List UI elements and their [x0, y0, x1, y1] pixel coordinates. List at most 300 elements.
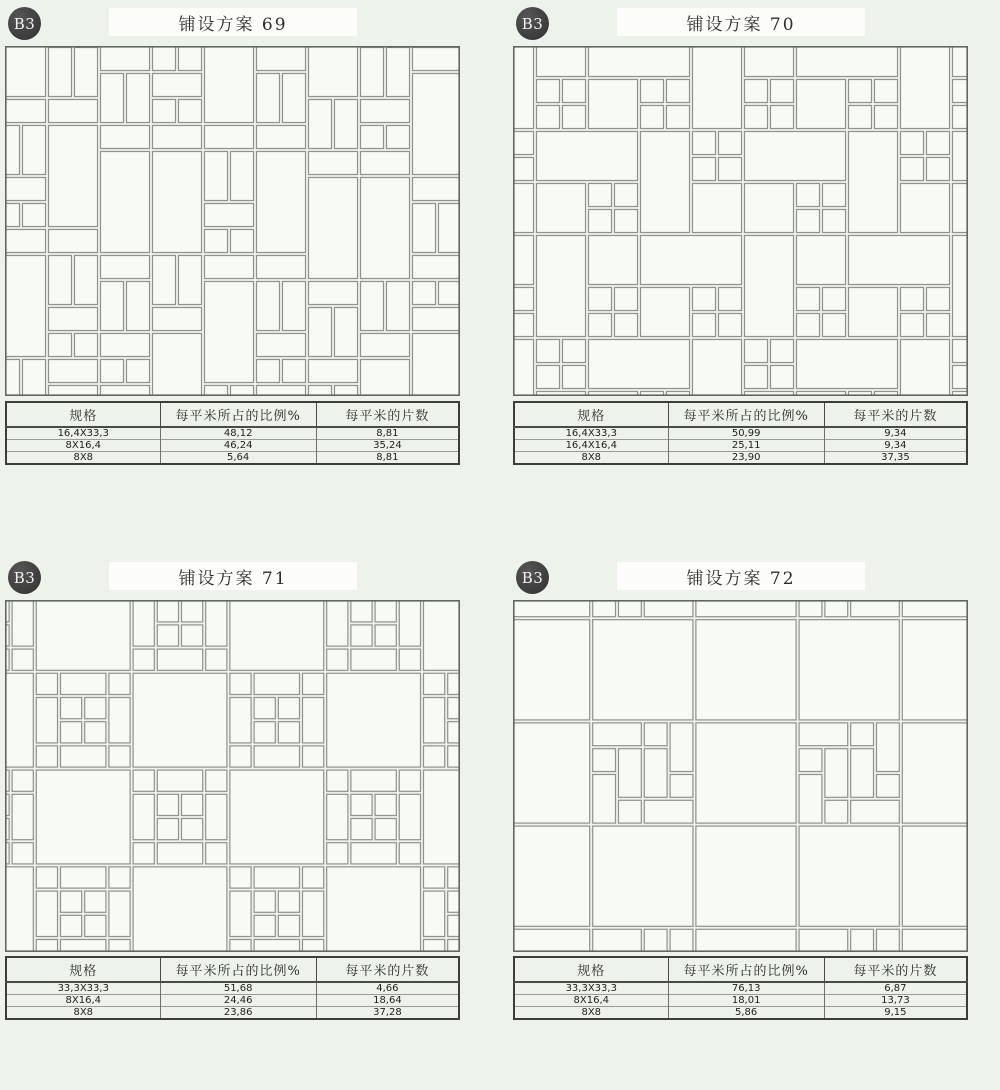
tile [693, 132, 716, 155]
tile [254, 891, 275, 912]
spec-row [514, 427, 967, 440]
spec-row [514, 995, 967, 1007]
tile [693, 288, 716, 311]
tile [413, 334, 461, 397]
spec-row [514, 452, 967, 465]
tile [901, 288, 924, 311]
tile [513, 158, 534, 181]
tile [327, 794, 348, 839]
tile [101, 74, 124, 123]
spec-cell: 5,86 [668, 1007, 824, 1020]
tile [825, 749, 848, 798]
tile [5, 100, 46, 123]
spec-cell: 5,64 [160, 452, 316, 465]
tile [399, 770, 420, 791]
spec-cell: 48,12 [160, 427, 316, 440]
tile [133, 649, 154, 670]
tile [254, 867, 299, 888]
tile [36, 891, 57, 936]
tile [278, 915, 299, 936]
tile [799, 723, 848, 746]
tile [61, 940, 106, 953]
tile [537, 184, 586, 233]
tile [745, 80, 768, 103]
spec-row [514, 1007, 967, 1020]
tile [309, 46, 358, 97]
tile-pattern-diagram [5, 600, 460, 952]
tile [696, 929, 796, 952]
tile [127, 282, 150, 331]
tile [5, 126, 20, 175]
tile [157, 819, 178, 840]
tile [771, 366, 794, 389]
tile [61, 867, 106, 888]
tile [745, 236, 794, 337]
tile [85, 722, 106, 743]
spec-cell: 8X8 [514, 1007, 668, 1020]
tile-pattern-diagram [513, 600, 968, 952]
spec-cell: 33,3X33,3 [514, 982, 668, 995]
tile [589, 288, 612, 311]
tile [953, 106, 969, 129]
tile [49, 126, 98, 227]
tile [133, 601, 154, 646]
spec-header-cell: 每平米的片数 [824, 957, 967, 982]
tile [823, 210, 846, 233]
tile [127, 74, 150, 123]
scheme-panel-69 [5, 0, 460, 545]
tile [953, 184, 969, 233]
tile [133, 867, 227, 952]
spec-row [6, 1007, 459, 1020]
tile [206, 843, 227, 864]
tile [157, 625, 178, 646]
tile [589, 210, 612, 233]
tile [693, 340, 742, 397]
tile [351, 843, 396, 864]
tile [719, 158, 742, 181]
tile [593, 929, 642, 952]
tile [5, 673, 33, 767]
tile [283, 282, 306, 331]
spec-cell: 16,4X33,3 [6, 427, 160, 440]
tile [589, 80, 638, 129]
b3-badge: B3 [516, 561, 549, 594]
tile [537, 46, 586, 77]
tile [206, 770, 227, 791]
tile [36, 867, 57, 888]
title-banner [617, 562, 865, 590]
tile [375, 601, 396, 622]
tile [513, 236, 534, 285]
tile [257, 334, 306, 357]
tile [109, 673, 130, 694]
tile [5, 867, 33, 952]
tile [513, 929, 590, 952]
tile [875, 106, 898, 129]
tile [424, 698, 445, 743]
tile-pattern-diagram [513, 46, 968, 396]
tile [133, 673, 227, 767]
tile [641, 80, 664, 103]
spec-cell: 8X16,4 [6, 995, 160, 1007]
tile [12, 770, 33, 791]
tile [424, 746, 445, 767]
tile [303, 698, 324, 743]
spec-header-row [6, 957, 459, 982]
tile [254, 722, 275, 743]
tile [5, 256, 46, 357]
tile [257, 256, 306, 279]
tile [825, 600, 848, 617]
tile [205, 230, 228, 253]
tile [101, 334, 150, 357]
tile [303, 746, 324, 767]
tile [153, 126, 202, 149]
tile [231, 152, 254, 201]
tile [902, 723, 968, 823]
tile [927, 158, 950, 181]
tile [36, 698, 57, 743]
tile [109, 891, 130, 936]
tile [902, 600, 968, 617]
tile [615, 314, 638, 337]
tile [619, 800, 642, 823]
tile [771, 340, 794, 363]
spec-cell: 23,90 [668, 452, 824, 465]
tile [153, 74, 202, 97]
spec-cell: 8,81 [316, 452, 459, 465]
tile [230, 940, 251, 953]
spec-cell: 16,4X16,4 [514, 440, 668, 452]
tile [823, 314, 846, 337]
tile [797, 236, 846, 285]
tile [851, 600, 900, 617]
scheme-panel-72 [513, 554, 968, 1090]
tile [902, 620, 968, 720]
tile [12, 649, 33, 670]
tile [230, 698, 251, 743]
tile [399, 843, 420, 864]
tile [927, 288, 950, 311]
tile [375, 794, 396, 815]
tile [361, 178, 410, 279]
spec-header-cell: 每平米的片数 [316, 402, 459, 427]
tile [157, 601, 178, 622]
tile [309, 152, 358, 175]
tile [351, 601, 372, 622]
spec-header-row [514, 957, 967, 982]
tile [641, 288, 690, 337]
tile [254, 673, 299, 694]
spec-cell: 37,28 [316, 1007, 459, 1020]
spec-row [6, 995, 459, 1007]
tile [823, 288, 846, 311]
tile [825, 800, 848, 823]
tile [849, 236, 950, 285]
tile [439, 204, 461, 253]
tile [513, 46, 534, 129]
tile [513, 314, 534, 337]
tile [745, 46, 794, 77]
tile [157, 649, 202, 670]
tile [593, 620, 693, 720]
tile [205, 152, 228, 201]
tile [644, 929, 667, 952]
tile [875, 80, 898, 103]
spec-cell: 23,86 [160, 1007, 316, 1020]
tile [745, 366, 768, 389]
tile [254, 698, 275, 719]
tile [101, 360, 124, 383]
tile [109, 698, 130, 743]
tile [85, 698, 106, 719]
tile [36, 770, 130, 864]
tile [448, 746, 460, 767]
tile [563, 366, 586, 389]
tile [953, 236, 969, 337]
tile [670, 723, 693, 772]
tile [696, 723, 796, 823]
tile [424, 891, 445, 936]
tile [413, 48, 461, 71]
tile [693, 158, 716, 181]
tile [399, 649, 420, 670]
tile [953, 46, 969, 77]
tile [537, 340, 560, 363]
tile [413, 74, 461, 175]
tile [23, 204, 46, 227]
spec-table [5, 956, 460, 1020]
tile [644, 600, 693, 617]
tile [693, 184, 742, 233]
tile [361, 48, 384, 97]
scheme-panel-70 [513, 0, 968, 545]
tile [745, 132, 846, 181]
tile [615, 210, 638, 233]
spec-header-cell: 规格 [6, 957, 160, 982]
tile [61, 722, 82, 743]
tile [23, 360, 46, 397]
tile [448, 722, 460, 743]
tile [513, 620, 590, 720]
tile [589, 340, 690, 389]
spec-cell: 18,64 [316, 995, 459, 1007]
tile [877, 929, 900, 952]
title-banner [109, 8, 357, 36]
tile [448, 915, 460, 936]
tile [361, 360, 410, 397]
tile [205, 282, 254, 383]
tile [696, 600, 796, 617]
tile [849, 288, 898, 337]
title-banner [617, 8, 865, 36]
tile [254, 915, 275, 936]
spec-cell: 25,11 [668, 440, 824, 452]
spec-cell: 50,99 [668, 427, 824, 440]
spec-header-cell: 每平米所占的比例% [668, 402, 824, 427]
tile [902, 929, 968, 952]
tile [361, 100, 410, 123]
spec-header-cell: 规格 [514, 957, 668, 982]
spec-cell: 8X16,4 [514, 995, 668, 1007]
tile [513, 723, 590, 823]
spec-header-cell: 规格 [6, 402, 160, 427]
tile [257, 282, 280, 331]
tile [877, 775, 900, 798]
spec-header-row [514, 402, 967, 427]
tile [351, 794, 372, 815]
tile [615, 184, 638, 207]
tile [5, 178, 46, 201]
tile [327, 649, 348, 670]
tile [901, 314, 924, 337]
tile [745, 340, 768, 363]
tile [361, 334, 410, 357]
spec-cell: 8X8 [514, 452, 668, 465]
tile [641, 106, 664, 129]
tile [179, 256, 202, 305]
spec-table [5, 401, 460, 465]
spec-cell: 35,24 [316, 440, 459, 452]
tile [361, 126, 384, 149]
spec-cell: 9,34 [824, 440, 967, 452]
tile [424, 940, 445, 953]
tile [641, 236, 742, 285]
spec-header-cell: 每平米所占的比例% [160, 957, 316, 982]
spec-row [514, 982, 967, 995]
tile [851, 929, 874, 952]
tile [877, 723, 900, 772]
tile [36, 940, 57, 953]
tile [927, 314, 950, 337]
tile [797, 80, 846, 129]
spec-row [6, 982, 459, 995]
tile [693, 46, 742, 129]
tile [230, 673, 251, 694]
tile [206, 649, 227, 670]
tile [424, 770, 461, 864]
tile [257, 126, 306, 149]
tile [823, 184, 846, 207]
spec-cell: 76,13 [668, 982, 824, 995]
tile [133, 843, 154, 864]
spec-cell: 24,46 [160, 995, 316, 1007]
tile [424, 673, 445, 694]
scheme-panel-71 [5, 554, 460, 1090]
spec-header-cell: 每平米所占的比例% [668, 957, 824, 982]
tile [799, 929, 848, 952]
spec-header-cell: 每平米的片数 [824, 402, 967, 427]
tile [61, 915, 82, 936]
tile [399, 794, 420, 839]
tile [513, 132, 534, 155]
tile [593, 749, 616, 772]
tile [799, 826, 899, 926]
tile [351, 649, 396, 670]
tile [327, 673, 421, 767]
tile [61, 891, 82, 912]
tile [901, 184, 950, 233]
tile [797, 340, 898, 389]
tile [849, 132, 898, 233]
tile [513, 184, 534, 233]
tile [309, 178, 358, 279]
spec-cell: 51,68 [160, 982, 316, 995]
tile [641, 132, 690, 233]
tile [399, 601, 420, 646]
tile [901, 46, 950, 129]
tile [849, 80, 872, 103]
tile [230, 770, 324, 864]
tile [670, 775, 693, 798]
tile [745, 184, 794, 233]
tile [953, 132, 969, 181]
tile [589, 314, 612, 337]
tile [448, 940, 460, 953]
tile [85, 915, 106, 936]
tile [335, 100, 358, 149]
tile [537, 106, 560, 129]
tile [667, 106, 690, 129]
tile [799, 600, 822, 617]
tile [693, 314, 716, 337]
spec-cell: 13,73 [824, 995, 967, 1007]
tile [589, 184, 612, 207]
tile [849, 106, 872, 129]
tile [303, 673, 324, 694]
tile [513, 288, 534, 311]
tile [563, 80, 586, 103]
tile [5, 46, 46, 97]
tile [133, 794, 154, 839]
tile [375, 625, 396, 646]
tile [351, 625, 372, 646]
tile [49, 308, 98, 331]
spec-cell: 4,66 [316, 982, 459, 995]
tile [12, 601, 33, 646]
tile [589, 46, 690, 77]
tile [901, 340, 950, 397]
tile [799, 620, 899, 720]
tile [513, 826, 590, 926]
tile [75, 48, 98, 97]
tile [257, 46, 306, 71]
tile [49, 230, 98, 253]
tile [12, 843, 33, 864]
tile [230, 600, 324, 670]
tile [153, 46, 176, 71]
spec-cell: 8X8 [6, 1007, 160, 1020]
tile [448, 891, 460, 912]
tile [719, 314, 742, 337]
tile [593, 723, 642, 746]
scheme-title: 铺设方案 69 [178, 14, 288, 35]
tile [351, 819, 372, 840]
tile [670, 929, 693, 952]
tile [283, 74, 306, 123]
tile [413, 308, 461, 331]
b3-badge: B3 [8, 561, 41, 594]
tile [953, 80, 969, 103]
tile [563, 106, 586, 129]
spec-cell: 8X8 [6, 452, 160, 465]
tile [309, 282, 358, 305]
tile [49, 48, 72, 97]
tile-pattern-diagram [5, 46, 460, 396]
tile [278, 891, 299, 912]
spec-header-row [6, 402, 459, 427]
